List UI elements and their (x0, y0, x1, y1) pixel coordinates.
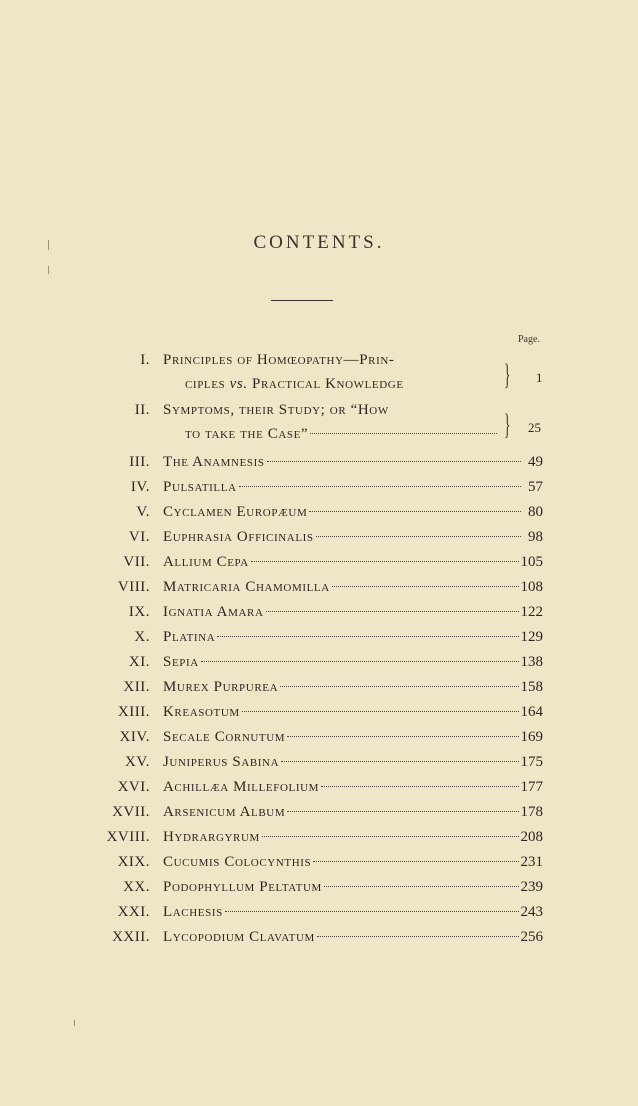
chapter-title-line: to take the Case” (185, 426, 309, 442)
chapter-title-line: Symptoms, their Study; or “How (163, 402, 389, 418)
chapter-title: Platina (163, 629, 216, 645)
chapter-title: Secale Cornutum (163, 729, 286, 745)
toc-entry (0, 579, 638, 603)
page-number: 243 (520, 904, 543, 920)
toc-entry (0, 654, 638, 678)
page-number: 1 (536, 370, 543, 385)
dot-leader (242, 711, 519, 712)
chapter-title: Podophyllum Peltatum (163, 879, 322, 895)
chapter-title: Ignatia Amara (163, 604, 264, 620)
page-number: 178 (520, 804, 543, 820)
chapter-numeral: X. (134, 629, 150, 645)
dot-leader (239, 486, 521, 487)
toc-entry (0, 554, 638, 578)
chapter-numeral: I. (140, 352, 150, 368)
dot-leader (251, 561, 519, 562)
dot-leader (316, 536, 521, 537)
chapter-numeral: XII. (123, 679, 150, 695)
page-column-label: Page. (518, 334, 540, 345)
toc-entry (0, 679, 638, 703)
chapter-numeral: XIX. (117, 854, 150, 870)
toc-entry (0, 804, 638, 828)
page-title: CONTENTS. (253, 232, 385, 253)
chapter-numeral: IV. (130, 479, 150, 495)
page-number: 122 (520, 604, 543, 620)
toc-entry (0, 904, 638, 928)
page-number: 108 (520, 579, 543, 595)
chapter-title: Matricaria Chamomilla (163, 579, 330, 595)
page-number: 169 (520, 729, 543, 745)
chapter-title: Allium Cepa (163, 554, 249, 570)
page-number: 231 (520, 854, 543, 870)
chapter-title: Kreasotum (163, 704, 240, 720)
toc-entry (0, 854, 638, 878)
chapter-title: Juniperus Sabina (163, 754, 280, 770)
dot-leader (287, 736, 518, 737)
dot-leader (287, 811, 518, 812)
chapter-numeral: IX. (128, 604, 150, 620)
page-number: 57 (528, 479, 543, 495)
toc-entry (0, 754, 638, 778)
page-number: 256 (520, 929, 543, 945)
chapter-numeral: XVII. (112, 804, 150, 820)
chapter-numeral: VII. (123, 554, 150, 570)
chapter-title: Arsenicum Album (163, 804, 286, 820)
dot-leader (281, 761, 518, 762)
chapter-numeral: VI. (128, 529, 150, 545)
dot-leader (262, 836, 519, 837)
brace-icon: } (504, 358, 511, 391)
page-number: 105 (520, 554, 543, 570)
dot-leader (266, 611, 519, 612)
toc-entry (0, 454, 638, 478)
page-number: 49 (528, 454, 543, 470)
page-number: 25 (528, 420, 541, 435)
dot-leader (267, 461, 521, 462)
chapter-numeral: XIV. (119, 729, 150, 745)
dot-leader (310, 433, 497, 434)
toc-entry (0, 829, 638, 853)
chapter-title: Lachesis (163, 904, 223, 920)
dot-leader (332, 586, 519, 587)
dot-leader (225, 911, 519, 912)
page-number: 175 (520, 754, 543, 770)
dot-leader (280, 686, 518, 687)
toc-entry (0, 629, 638, 653)
chapter-numeral: XVI. (117, 779, 150, 795)
toc-entry (0, 529, 638, 553)
page-number: 129 (520, 629, 543, 645)
toc-entry (0, 929, 638, 953)
page-number: 239 (520, 879, 543, 895)
toc-entry (0, 704, 638, 728)
chapter-numeral: XXII. (112, 929, 150, 945)
toc-entry (0, 604, 638, 628)
dot-leader (217, 636, 518, 637)
dot-leader (313, 861, 518, 862)
dot-leader (324, 886, 519, 887)
chapter-title: Cyclamen Europæum (163, 504, 308, 520)
page-number: 177 (520, 779, 543, 795)
page-number: 80 (528, 504, 543, 520)
chapter-title: Achillæa Millefolium (163, 779, 320, 795)
page-number: 98 (528, 529, 543, 545)
page-number: 138 (520, 654, 543, 670)
chapter-title: Murex Purpurea (163, 679, 279, 695)
chapter-title: Cucumis Colocynthis (163, 854, 312, 870)
chapter-numeral: XVIII. (106, 829, 150, 845)
chapter-numeral: XXI. (117, 904, 150, 920)
chapter-numeral: VIII. (117, 579, 150, 595)
toc-entry (0, 729, 638, 753)
chapter-numeral: XIII. (117, 704, 150, 720)
toc-entry (0, 479, 638, 503)
chapter-title: Sepia (163, 654, 199, 670)
brace-icon: } (504, 408, 511, 441)
chapter-title: Hydrargyrum (163, 829, 260, 845)
dot-leader (321, 786, 518, 787)
margin-mark (74, 1020, 75, 1026)
dot-leader (309, 511, 521, 512)
page-number: 164 (520, 704, 543, 720)
chapter-numeral: XX. (123, 879, 150, 895)
dot-leader (201, 661, 519, 662)
chapter-title-line: ciples vs. Practical Knowledge (185, 376, 404, 392)
toc-entry (0, 504, 638, 528)
chapter-numeral: V. (136, 504, 150, 520)
chapter-title: Euphrasia Officinalis (163, 529, 314, 545)
chapter-title: The Anamnesis (163, 454, 265, 470)
chapter-numeral: XI. (128, 654, 150, 670)
chapter-title: Pulsatilla (163, 479, 237, 495)
chapter-numeral: III. (129, 454, 150, 470)
toc-entry (0, 402, 638, 442)
page-number: 208 (520, 829, 543, 845)
chapter-numeral: XV. (125, 754, 150, 770)
chapter-title-line: Principles of Homœopathy—Prin- (163, 352, 395, 368)
toc-entry (0, 879, 638, 903)
dot-leader (317, 936, 519, 937)
page-number: 158 (520, 679, 543, 695)
toc-entry (0, 779, 638, 803)
toc-entry (0, 352, 638, 392)
chapter-numeral: II. (134, 402, 150, 418)
chapter-title: Lycopodium Clavatum (163, 929, 315, 945)
